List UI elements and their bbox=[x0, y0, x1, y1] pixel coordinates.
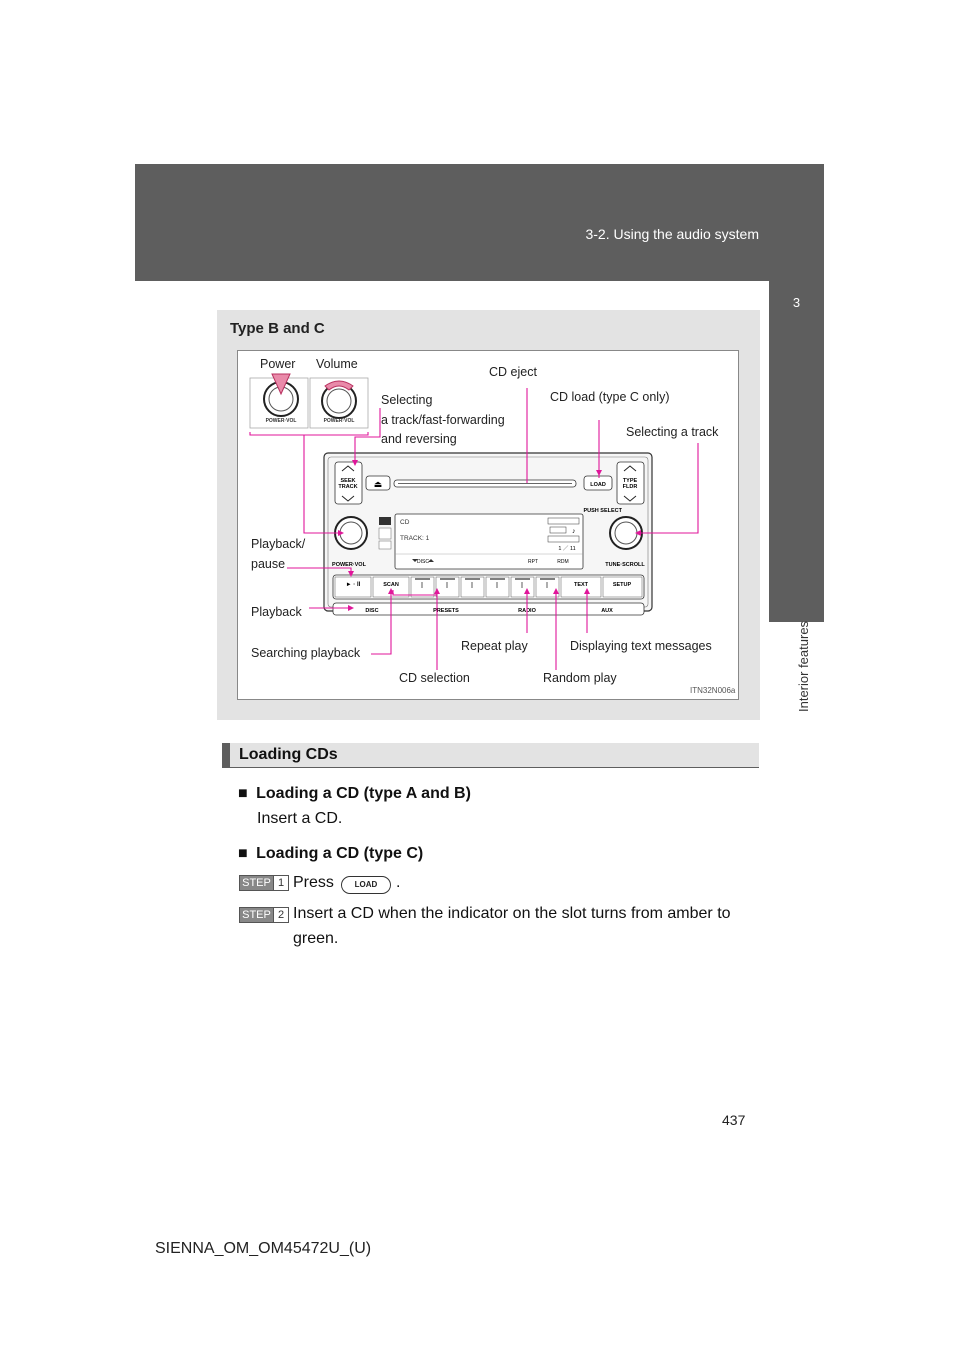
callout-power: Power bbox=[260, 357, 296, 371]
knob-caption-2: POWER·VOL bbox=[323, 418, 355, 424]
button-row bbox=[333, 575, 644, 599]
item2-title bbox=[238, 845, 423, 863]
scan-label: SCAN bbox=[383, 582, 399, 588]
section-heading bbox=[222, 743, 759, 768]
chapter-label: Interior features bbox=[796, 620, 811, 712]
item1-title-text: Loading a CD (type A and B) bbox=[256, 785, 471, 802]
text-button-label: TEXT bbox=[573, 582, 589, 588]
callout-random-play: Random play bbox=[543, 671, 617, 685]
radio-button[interactable]: RADIO bbox=[518, 608, 536, 614]
figure-code: ITN32N006a bbox=[690, 686, 736, 695]
folder-label: FLDR bbox=[622, 484, 638, 490]
step1-period: . bbox=[396, 874, 401, 891]
presets-label: PRESETS bbox=[433, 608, 459, 614]
format-badge bbox=[379, 528, 391, 539]
tune-scroll-label: TUNE·SCROLL bbox=[605, 562, 645, 568]
callout-cd-load: CD load (type C only) bbox=[550, 390, 670, 404]
disc-button[interactable]: DISC bbox=[365, 608, 379, 614]
play-pause-label: ► · II bbox=[345, 582, 361, 588]
display-rpt: RPT bbox=[528, 559, 538, 565]
aux-button[interactable]: AUX bbox=[601, 608, 613, 614]
setup-label: SETUP bbox=[612, 582, 632, 588]
seek-label: SEEK bbox=[340, 478, 356, 484]
display-rdm: RDM bbox=[557, 559, 569, 565]
power-knob-thumbnail bbox=[250, 374, 308, 428]
item1-text: Insert a CD. bbox=[257, 810, 343, 827]
step2-line1: Insert a CD when the indicator on the slot turns from amber to bbox=[293, 905, 731, 922]
callout-cd-selection: CD selection bbox=[399, 671, 470, 685]
header-bar bbox=[135, 164, 824, 281]
square-bullet-icon: ■ bbox=[238, 785, 248, 802]
disc-badge bbox=[379, 541, 391, 549]
chapter-tab bbox=[769, 281, 824, 622]
step-number-2: 2 bbox=[273, 908, 288, 922]
track-label: TRACK bbox=[338, 484, 358, 490]
section-breadcrumb: 3-2. Using the audio system bbox=[585, 226, 759, 242]
display-disc: DISC bbox=[417, 559, 429, 565]
section-heading-text: Loading CDs bbox=[239, 746, 338, 763]
document-code: SIENNA_OM_OM45472U_(U) bbox=[155, 1240, 372, 1257]
callout-selecting-2: a track/fast-forwarding bbox=[381, 413, 505, 427]
step1-press: Press bbox=[293, 874, 334, 891]
display-count: 1 ／ 11 bbox=[558, 546, 576, 552]
page-number: 437 bbox=[722, 1112, 746, 1128]
callout-volume: Volume bbox=[316, 357, 358, 371]
step-word: STEP bbox=[242, 877, 271, 889]
bottom-button-row bbox=[333, 603, 644, 615]
head-unit bbox=[324, 453, 652, 615]
volume-knob-thumbnail bbox=[310, 378, 368, 428]
type-label: TYPE bbox=[622, 478, 638, 484]
callout-playback-pause-2: pause bbox=[251, 557, 286, 571]
callout-displaying-text: Displaying text messages bbox=[570, 639, 712, 653]
display-track: TRACK: 1 bbox=[400, 535, 430, 542]
display-indicators bbox=[548, 518, 579, 542]
knob-caption: POWER·VOL bbox=[265, 418, 297, 424]
step-number: 1 bbox=[273, 876, 288, 890]
eject-icon: ⏏ bbox=[373, 479, 383, 489]
power-vol-label: POWER·VOL bbox=[332, 562, 366, 568]
callout-searching-playback: Searching playback bbox=[251, 646, 361, 660]
item1-title bbox=[238, 785, 471, 803]
music-note-icon: ♪ bbox=[572, 528, 576, 535]
callout-playback: Playback bbox=[251, 605, 302, 619]
step-word-2: STEP bbox=[242, 909, 271, 921]
load-label: LOAD bbox=[590, 482, 606, 488]
display-source: CD bbox=[400, 519, 410, 526]
chapter-number: 3 bbox=[792, 295, 801, 310]
item2-title-text: Loading a CD (type C) bbox=[256, 845, 424, 862]
callout-repeat-play: Repeat play bbox=[461, 639, 528, 653]
callout-playback-pause-1: Playback/ bbox=[251, 537, 306, 551]
figure-title: Type B and C bbox=[230, 320, 325, 337]
step1-badge bbox=[239, 875, 289, 891]
callout-selecting-3: and reversing bbox=[381, 432, 457, 446]
callout-selecting-track: Selecting a track bbox=[626, 425, 719, 439]
step2-line2: green. bbox=[293, 930, 339, 947]
step2-badge bbox=[239, 907, 289, 923]
callout-cd-eject: CD eject bbox=[489, 365, 537, 379]
callout-selecting-1: Selecting bbox=[381, 393, 433, 407]
square-bullet-icon-2: ■ bbox=[238, 845, 248, 862]
load-button-icon: LOAD bbox=[341, 876, 391, 894]
brand-badge bbox=[379, 517, 391, 525]
push-select-label: PUSH SELECT bbox=[583, 508, 622, 514]
